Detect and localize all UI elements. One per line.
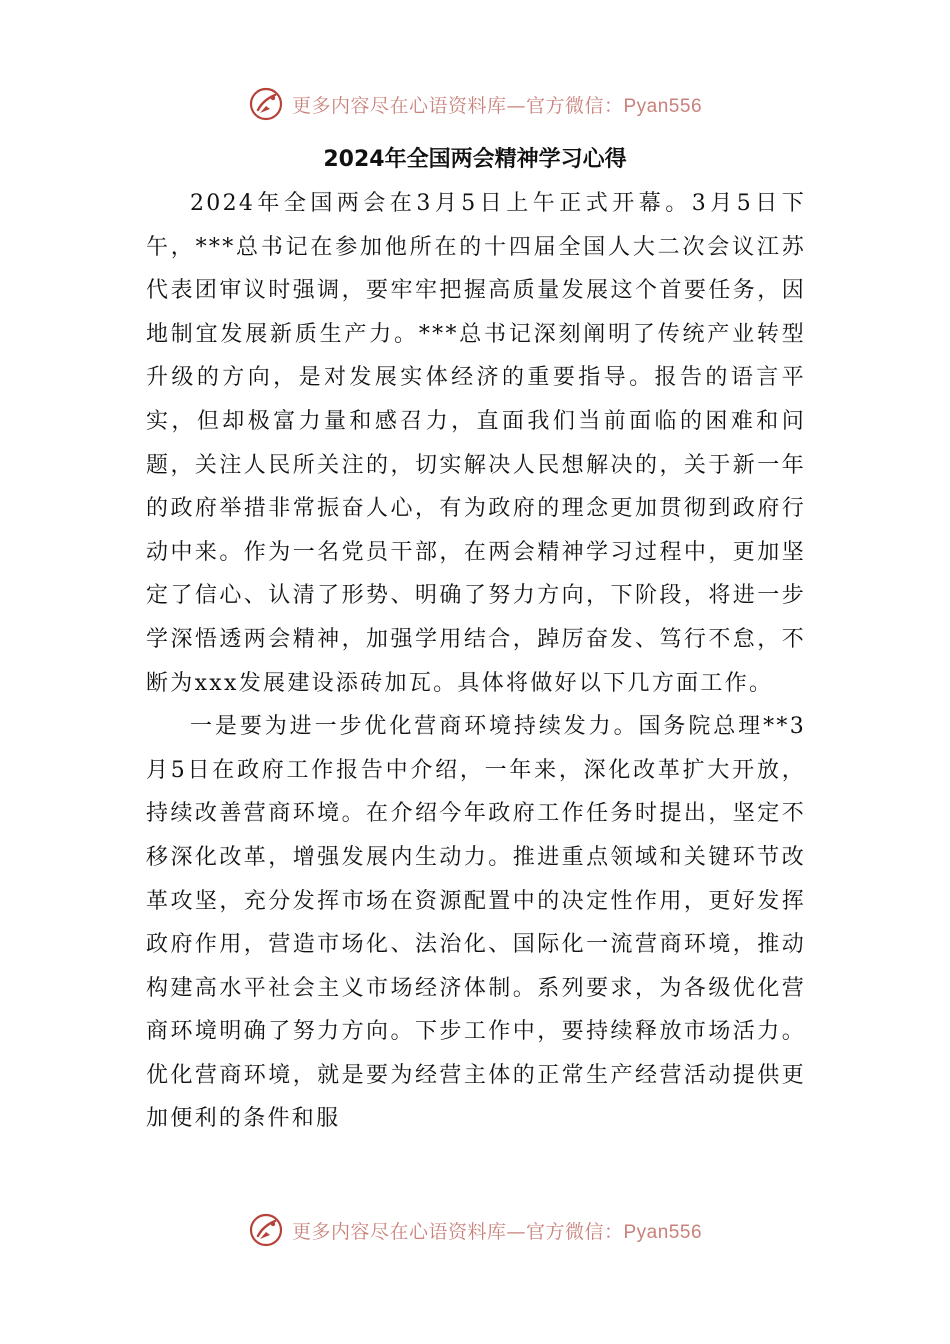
watermark-text: 更多内容尽在心语资料库—官方微信：Pyan556 — [291, 1220, 703, 1243]
body-paragraph-1: 2024年全国两会在3月5日上午正式开幕。3月5日下午，***总书记在参加他所在的十四届全国人大二次会议江苏代表团审议时强调，要牢牢把握高质量发展这个首要任务，因地制宜发展新质生产力。***总书记深刻阐明了传统产业转型升级的方向，是对发展实体经济的重要指导。报告的语言平实，但却极富力量和感召力，直面我们当前面临的困难和问题，关注人民所关注的，切实解决人民想解决的，关于新一年的政府举措非常振奋人心，有为政府的理念更加贯彻到政府行动中来。作为一名党员干部，在两会精神学习过程中，更加坚定了信心、认清了形势、明确了努力方向，下阶段，将进一步学深悟透两会精神，加强学用结合，踔厉奋发、笃行不怠，不断为xxx发展建设添砖加瓦。具体将做好以下几方面工作。 — [146, 191, 806, 696]
watermark-wechat-id: Pyan556 — [623, 95, 703, 117]
red-circle-pen-logo-icon — [248, 1212, 284, 1248]
document-body — [146, 182, 806, 1141]
red-circle-pen-logo-icon — [248, 86, 284, 122]
watermark-footer — [0, 1208, 950, 1252]
document-title: 2024年全国两会精神学习心得 — [323, 147, 627, 172]
watermark-wechat-id: Pyan556 — [623, 1221, 703, 1243]
body-paragraph-2: 一是要为进一步优化营商环境持续发力。国务院总理**3月5日在政府工作报告中介绍，一年来，深化改革扩大开放，持续改善营商环境。在介绍今年政府工作任务时提出，坚定不移深化改革，增强发展内生动力。推进重点领域和关键环节改革攻坚，充分发挥市场在资源配置中的决定性作用，更好发挥政府作用，营造市场化、法治化、国际化一流营商环境，推动构建高水平社会主义市场经济体制。系列要求，为各级优化营商环境明确了努力方向。下步工作中，要持续释放市场活力。优化营商环境，就是要为经营主体的正常生产经营活动提供更加便利的条件和服 — [146, 714, 806, 1132]
watermark-text: 更多内容尽在心语资料库—官方微信：Pyan556 — [291, 94, 703, 117]
watermark-header — [0, 82, 950, 126]
